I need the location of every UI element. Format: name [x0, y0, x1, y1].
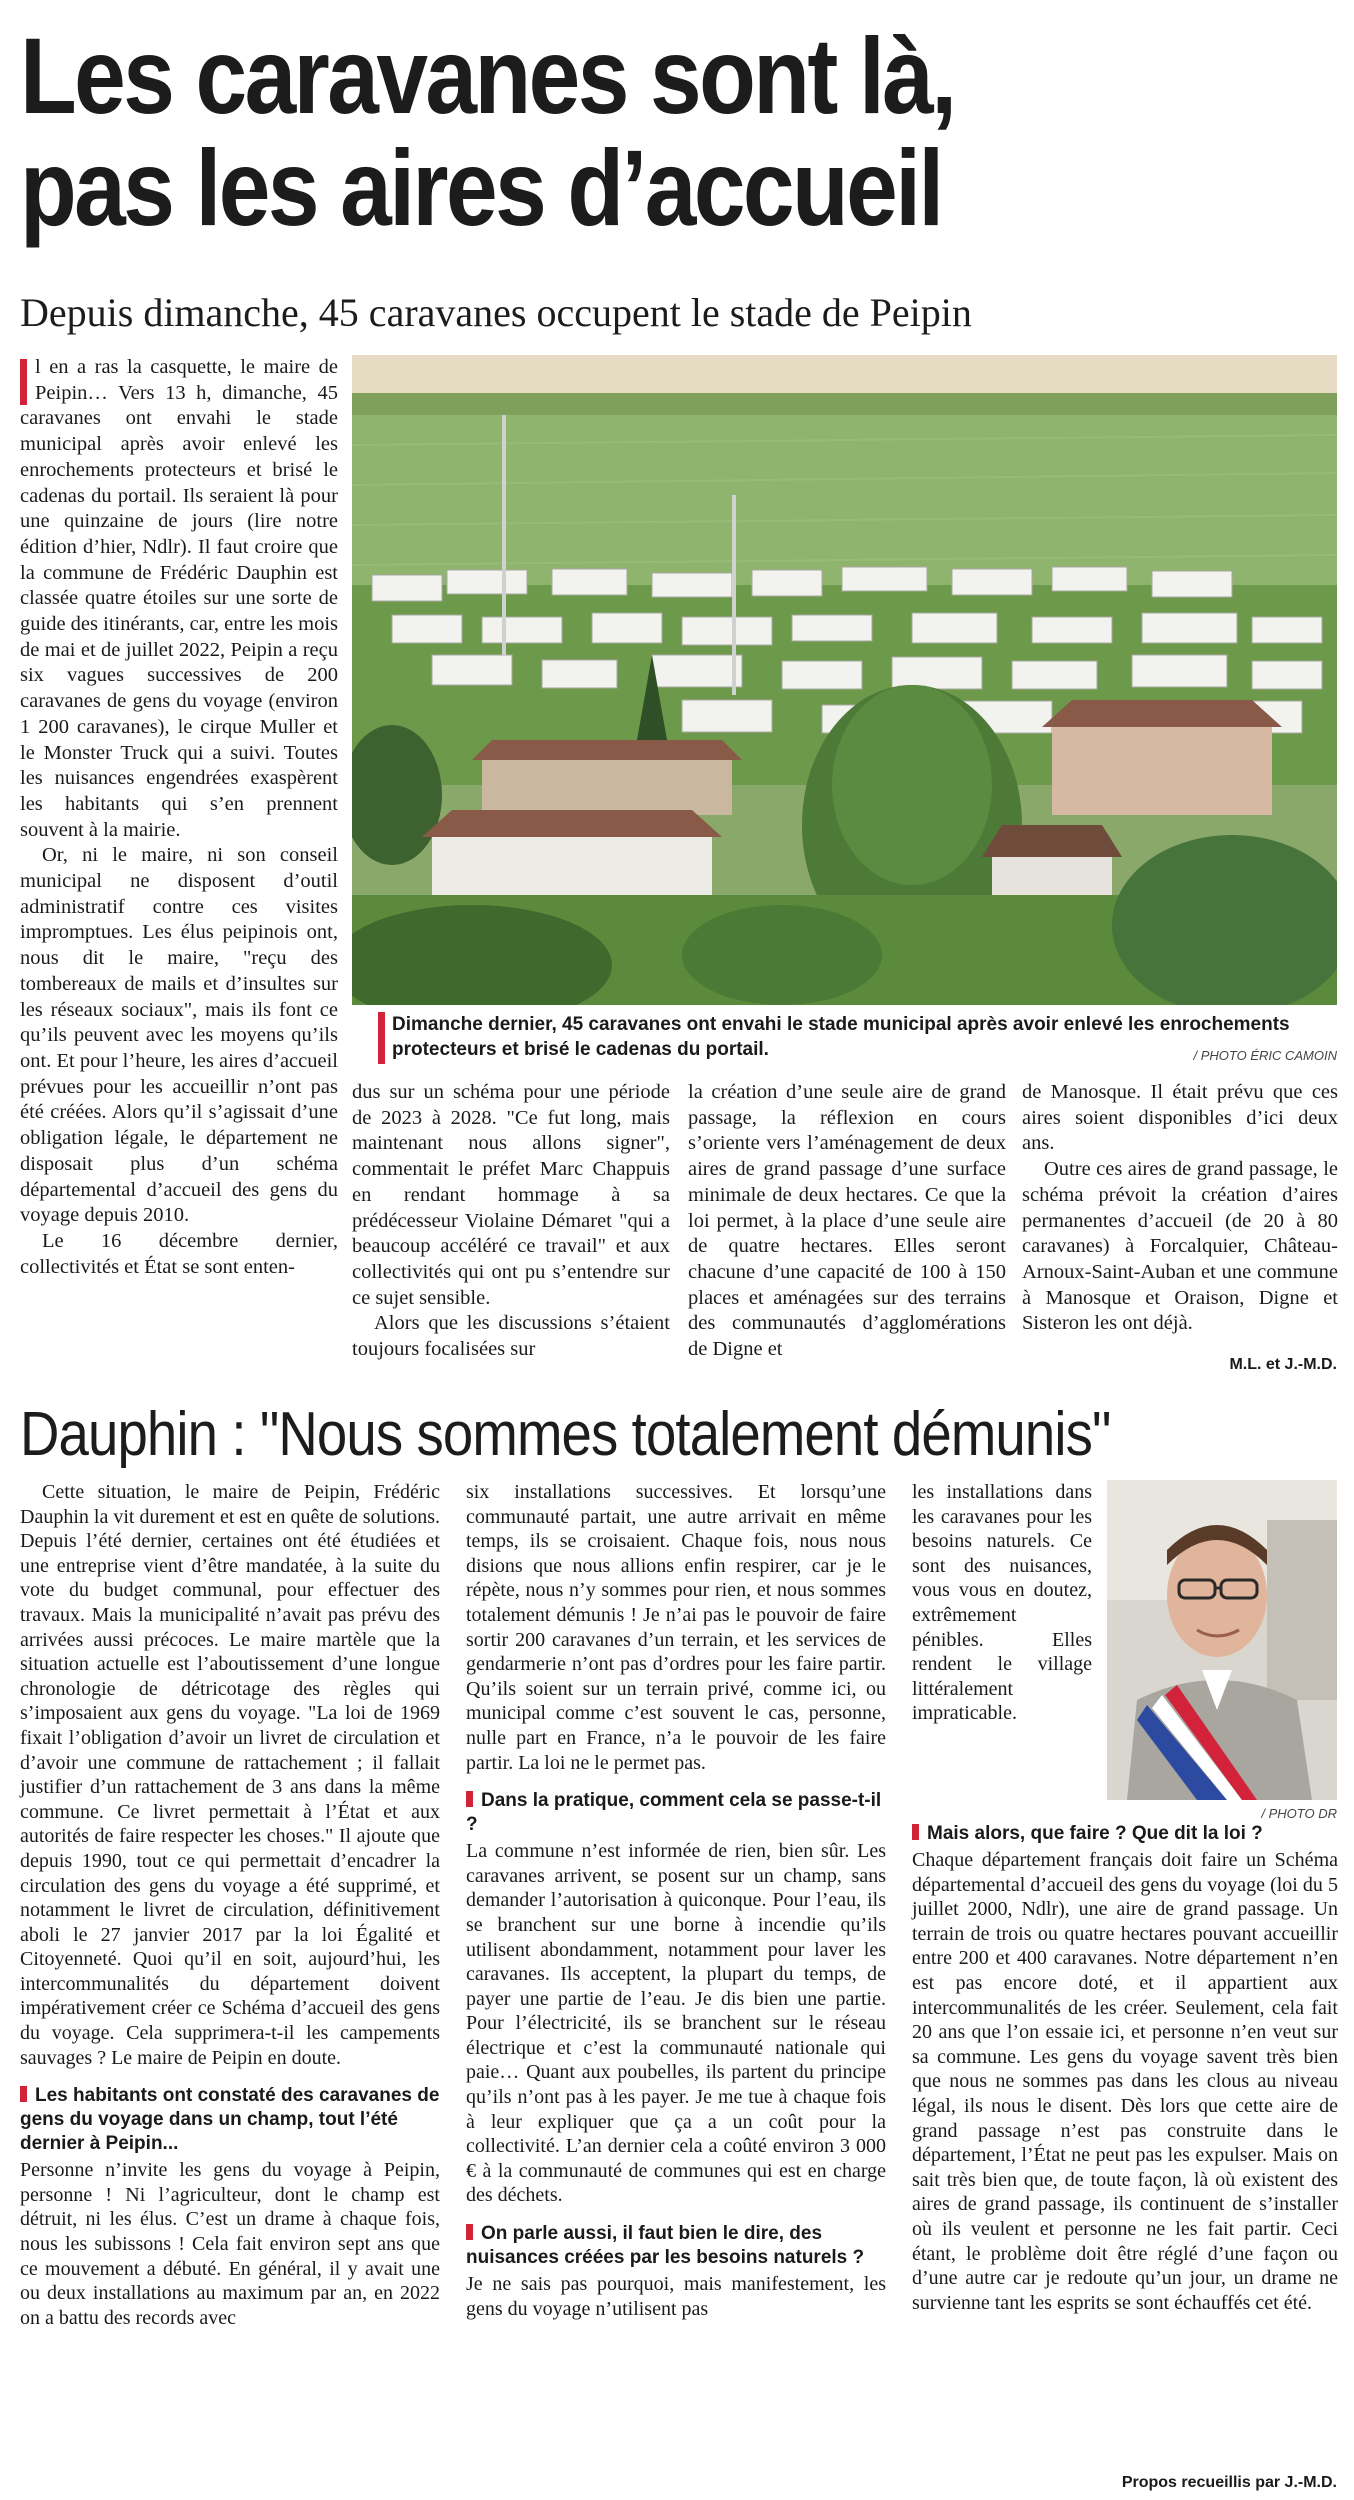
- caption-bar: [378, 1012, 385, 1064]
- answer-1: Personne n’invite les gens du voyage à Peipin, personne ! Ni l’agriculteur, dont le champ est détruit, ni les élus. C’est un drame à chaque fois, nous les subissons ! Cela fait environ sept ans que ce mouvement a débuté. En général, il y avait une ou deux installations au maximum par an, en 2022 on a battu des records avec: [20, 2159, 440, 2329]
- story-paragraph-lead: l en a ras la casquette, le maire de Peipin… Vers 13 h, dimanche, 45 caravanes ont envahi le stade municipal après avoir enlevé les enrochements protecteurs et brisé le cadenas du portail. Ils seraient là pour une quinzaine de jours (lire notre édition d’hier, Ndlr). Il faut croire que la commune de Frédéric Dauphin est classée quatre étoiles sur une sorte de guide des itinérants, car, entre les mois de mai et de juillet 2022, Peipin a reçu six vagues successives de 200 caravanes de gens du voyage (environ 1 200 caravanes), le cirque Muller et le Monster Truck qui a suivi. Toutes les nuisances engendrées exaspèrent les habitants qui s’en prennent souvent à la mairie.: [20, 356, 338, 841]
- story-column-3: [688, 1080, 1006, 1363]
- answer-1-continued: six installations successives. Et lorsqu’une communauté partait, une autre arrivait en même temps, ils se croisaient. Chaque fois, nous nous disions que nous allions enfin respirer, car je le répète, nous n’y sommes pour rien, et nous sommes totalement démunis ! Je n’ai pas le pouvoir de faire sortir 200 caravanes d’un terrain, et les services de gendarmerie n’ont pas d’ordres pour les faire partir. Qu’ils soient sur un terrain privé, comme ici, ou municipal comme c’est souvent le cas, personne, nulle part en France, n’a le pouvoir de les faire partir. La loi ne le permet pas.: [466, 1481, 886, 1774]
- interview-column-1: [20, 1480, 440, 2330]
- question-marker: [466, 2224, 473, 2240]
- story-paragraph: de Manosque. Il était prévu que ces aires soient disponibles d’ici deux ans.: [1022, 1081, 1338, 1155]
- question-marker: [466, 1791, 473, 1807]
- question-2: Dans la pratique, comment cela se passe-t-il ?: [466, 1790, 882, 1836]
- interview-intro: Cette situation, le maire de Peipin, Frédéric Dauphin la vit durement et est en quête de solutions. Depuis l’été dernier, certaines ont été étudiées et une entreprise vient d’être mandatée, à la suite du vote du budget communal, pour effectuer des travaux. Mais la municipalité n’avait pas prévu des arrivées aussi précoces. Le maire martèle que la situation actuelle est l’aboutissement d’une longue chronologie de détricotage des règles qui s’imposaient aux gens du voyage. "La loi de 1969 fixait l’obligation d’avoir un livret de circulation et d’avoir une commune de rattachement ; il fallait justifier d’un rattachement de 3 ans dans la même commune. Ce livret permettait à l’État et aux autorités de faire respecter les choses." Il ajoute que depuis 1990, tout ce qui permettait d’encadrer la circulation des gens du voyage a été supprimé, et notamment le livret de circulation, définitivement aboli le 27 janvier 2017 par la loi Égalité et Citoyenneté. Quoi qu’il en soit, aujourd’hui, les intercommunalités du département doivent impérativement créer ce Schéma d’accueil des gens du voyage. Cela supprimera-t-il les campements sauvages ? Le maire de Peipin en doute.: [20, 1481, 440, 2069]
- answer-4: Chaque département français doit faire un Schéma départemental d’accueil des gens du voyage (loi du 5 juillet 2000, Ndlr), une aire de grand passage. Un terrain de trois ou quatre hectares pouvant accueillir entre 200 et 400 caravanes. Notre département n’en est pas encore doté, et il appartient aux intercommunalités de les créer. Seulement, cela fait 20 ans que l’on essaie ici, et personne n’en veut sur sa commune. Les gens du voyage savent très bien que nous ne sommes pas dans les clous au niveau légal, ils nous le disent. Dès lors que cette aire de grand passage n’est pas construite dans le département, l’État ne peut pas les expulser. Mais on sait très bien que, de toute façon, là où existent des aires de grand passage, ils continuent de s’installer où ils veulent et personne ne les fait partir. Ceci étant, le problème doit être réglé d’une façon ou d’une autre car je redoute qu’un jour, un drame ne survienne tant les esprits se sont échauffés cet été.: [912, 1849, 1338, 2314]
- question-marker: [20, 2086, 27, 2102]
- caravans-photo: [352, 355, 1337, 1005]
- answer-3: Je ne sais pas pourquoi, mais manifestement, les gens du voyage n’utilisent pas: [466, 2273, 886, 2320]
- interview-column-3-bottom: [912, 1822, 1338, 2315]
- story-paragraph: Outre ces aires de grand passage, le schéma prévoit la création d’aires permanentes d’accueil (de 20 à 80 caravanes) à Forcalquier, Château-Arnoux-Saint-Auban et une commune à Manosque et Oraison, Digne et Sisteron les ont déjà.: [1022, 1158, 1338, 1335]
- drop-cap-bar: [20, 359, 27, 405]
- interview-title: Dauphin : "Nous sommes totalement démunis": [20, 1400, 1111, 1469]
- mayor-portrait: [1107, 1480, 1337, 1800]
- photo-caption: Dimanche dernier, 45 caravanes ont envahi le stade municipal après avoir enlevé les enrochements protecteurs et brisé le cadenas du portail.: [392, 1014, 1290, 1060]
- question-4: Mais alors, que faire ? Que dit la loi ?: [912, 1822, 1338, 1846]
- interview-column-3-top: [912, 1480, 1092, 1726]
- interview-column-2: [466, 1480, 886, 2321]
- portrait-credit: / PHOTO DR: [1261, 1806, 1337, 1821]
- story-paragraph: Le 16 décembre dernier, collectivités et État se sont enten-: [20, 1229, 338, 1278]
- story-paragraph: la création d’une seule aire de grand passage, la réflexion en cours s’oriente vers l’aménagement de deux aires de grand passage d’une surface minimale de deux hectares. Ce que la loi permet, à la place d’une seule aire de quatre hectares. Elles seront chacune d’une capacité de 100 à 150 places et aménagées sur des terrains des communautés d’agglomérations de Digne et: [688, 1081, 1006, 1361]
- question-marker: [912, 1824, 919, 1840]
- story-signature: M.L. et J.-M.D.: [1229, 1356, 1337, 1373]
- answer-3-continued: les installations dans les caravanes pour les besoins naturels. Ce sont des nuisances, vous vous en doutez, extrêmement pénibles. Elles rendent le village littéralement impraticable.: [912, 1481, 1092, 1725]
- headline: [20, 15, 1155, 248]
- story-paragraph: dus sur un schéma pour une période de 2023 à 2028. "Ce fut long, mais maintenant nous allons signer", commentait le préfet Marc Chappuis en rendant hommage à sa prédécesseur Violaine Démaret "qui a beaucoup accéléré ce travail" et aux collectivités qui ont pu s’entendre sur ce sujet sensible.: [352, 1081, 670, 1309]
- deck: Depuis dimanche, 45 caravanes occupent le stade de Peipin: [20, 290, 972, 335]
- photo-credit: / PHOTO ÉRIC CAMOIN: [1193, 1048, 1337, 1063]
- story-paragraph: Or, ni le maire, ni son conseil municipal ne disposent d’outil administratif contre ces visites impromptues. Les élus peipinois ont, nous dit le maire, "reçu des tombereaux de mails et d’insultes sur les réseaux sociaux", mais ils font ce qu’ils peuvent avec les moyens qu’ils ont. Et pour l’heure, les aires d’accueil prévues pour les accueillir n’ont pas été créées. Alors qu’il s’agissait d’une obligation légale, le département ne disposait plus d’un schéma départemental d’accueil des gens du voyage depuis 2010.: [20, 844, 338, 1227]
- story-paragraph: Alors que les discussions s’étaient toujours focalisées sur: [352, 1312, 670, 1361]
- headline-line-2: pas les aires d’accueil: [20, 127, 942, 248]
- question-3: On parle aussi, il faut bien le dire, des nuisances créées par les besoins naturels ?: [466, 2223, 865, 2269]
- story-column-4: [1022, 1080, 1338, 1337]
- story-column-2: [352, 1080, 670, 1363]
- interview-signature: Propos recueillis par J.-M.D.: [1121, 2474, 1337, 2491]
- story-column-1: [20, 355, 338, 1280]
- headline-line-1: Les caravanes sont là,: [20, 15, 955, 136]
- question-1: Les habitants ont constaté des caravanes de gens du voyage dans un champ, tout l’été dernier à Peipin...: [20, 2085, 440, 2155]
- answer-2: La commune n’est informée de rien, bien sûr. Les caravanes arrivent, se posent sur un champ, sans demander l’autorisation à quiconque. Pour l’eau, ils se branchent sur une borne à incendie qu’ils utilisent abondamment, notamment pour laver les caravanes. Ils acceptent, la plupart du temps, de payer une partie de l’eau. Je dis bien une partie. Pour l’électricité, ils se branchent sur le réseau électrique et c’est la communauté nationale qui paie… Quant aux poubelles, ils partent du principe qu’ils n’ont pas à les payer. Je me tue à chaque fois à leur expliquer que ça a un coût pour la collectivité. L’an dernier cela a coûté environ 3 000 € à la communauté de communes qui est en charge des déchets.: [466, 1840, 886, 2207]
